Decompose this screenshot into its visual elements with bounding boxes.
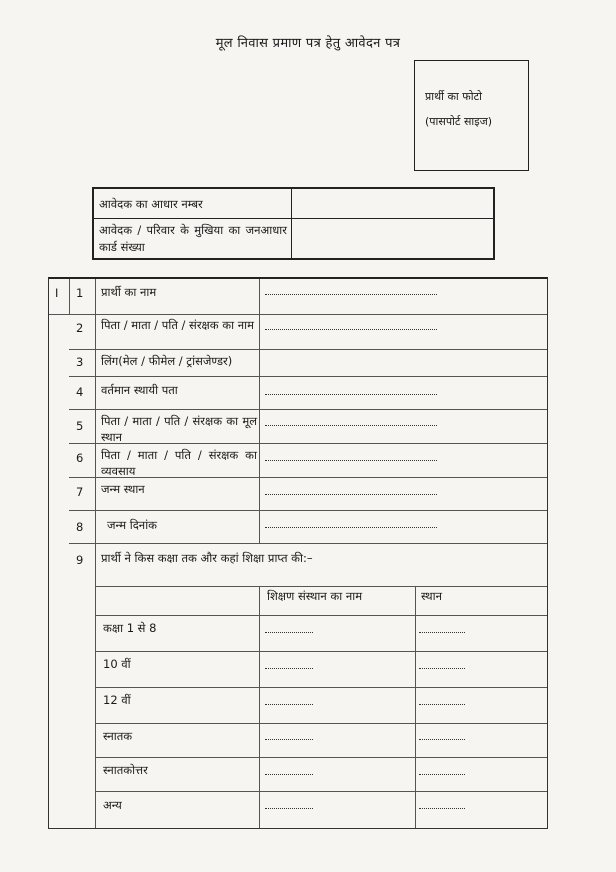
details-form xyxy=(48,277,548,829)
row-number: 5 xyxy=(76,419,84,433)
row-line xyxy=(69,510,547,511)
edu-place-field[interactable] xyxy=(419,668,465,670)
institution-header: शिक्षण संस्थान का नाम xyxy=(267,589,363,603)
row-line xyxy=(69,376,547,377)
aadhaar-divider-horizontal xyxy=(94,218,493,219)
address-field[interactable] xyxy=(265,394,437,396)
edu-institution-field[interactable] xyxy=(265,774,313,776)
row-number: 7 xyxy=(76,485,84,499)
edu-institution-field[interactable] xyxy=(265,704,313,706)
edu-institution-field[interactable] xyxy=(265,739,313,741)
edu-level-10: 10 वीं xyxy=(103,657,131,671)
origin-field[interactable] xyxy=(265,425,437,427)
guardian-name-label: पिता / माता / पति / संरक्षक का नाम xyxy=(101,318,254,332)
row-number: 1 xyxy=(76,286,84,300)
row-line xyxy=(69,409,547,410)
edu-place-field[interactable] xyxy=(419,739,465,741)
aadhaar-divider-vertical xyxy=(291,189,292,258)
num-column-divider xyxy=(95,279,96,828)
photo-box xyxy=(414,60,529,171)
edu-institution-field[interactable] xyxy=(265,668,313,670)
edu-level-1-8: कक्षा 1 से 8 xyxy=(103,621,157,635)
section-cell-bottom xyxy=(49,314,69,315)
janaadhaar-label: आवेदक / परिवार के मुखिया का जनआधार कार्ड संख्या xyxy=(99,223,287,254)
edu-row-line xyxy=(95,651,547,652)
photo-size-label: (पासपोर्ट साइज) xyxy=(425,115,493,128)
origin-label: पिता / माता / पति / संरक्षक का मूल स्थान xyxy=(101,414,257,444)
edu-header-top xyxy=(95,586,547,587)
row-number: 6 xyxy=(76,451,84,465)
row-line xyxy=(69,349,547,350)
edu-row-line xyxy=(95,687,547,688)
label-column-divider xyxy=(259,279,260,543)
edu-place-field[interactable] xyxy=(419,808,465,810)
education-question-label: प्रार्थी ने किस कक्षा तक और कहां शिक्षा प्राप्त की:– xyxy=(101,551,313,565)
photo-label: प्रार्थी का फोटो xyxy=(425,90,482,103)
form-title: मूल निवास प्रमाण पत्र हेतु आवेदन पत्र xyxy=(215,36,401,51)
address-label: वर्तमान स्थायी पता xyxy=(101,383,178,397)
edu-level-postgraduate: स्नातकोत्तर xyxy=(103,763,148,777)
section-number: I xyxy=(55,286,59,300)
applicant-name-label: प्रार्थी का नाम xyxy=(101,285,157,299)
gender-label: लिंग(मेल / फीमेल / ट्रांसजेण्डर) xyxy=(101,354,233,368)
applicant-name-field[interactable] xyxy=(265,294,437,296)
aadhaar-table xyxy=(92,187,495,260)
occupation-field[interactable] xyxy=(265,460,437,462)
edu-level-other: अन्य xyxy=(103,798,122,812)
aadhaar-number-label: आवेदक का आधार नम्बर xyxy=(99,197,203,211)
edu-level-graduate: स्नातक xyxy=(103,729,133,743)
birthdate-field[interactable] xyxy=(265,527,437,529)
edu-place-field[interactable] xyxy=(419,774,465,776)
edu-institution-field[interactable] xyxy=(265,808,313,810)
row-number: 3 xyxy=(76,355,84,369)
edu-row-line xyxy=(95,791,547,792)
row-number: 9 xyxy=(76,553,84,567)
edu-level-12: 12 वीं xyxy=(103,693,131,707)
birthplace-label: जन्म स्थान xyxy=(101,482,145,496)
birthplace-field[interactable] xyxy=(265,494,437,496)
row-number: 4 xyxy=(76,385,84,399)
occupation-label: पिता / माता / पति / संरक्षक का व्यवसाय xyxy=(101,448,257,478)
section-divider xyxy=(69,279,70,314)
row-line xyxy=(69,543,547,544)
edu-row-line xyxy=(95,757,547,758)
guardian-name-field[interactable] xyxy=(265,329,437,331)
row-number: 8 xyxy=(76,520,84,534)
birthdate-label: जन्म दिनांक xyxy=(107,518,158,532)
edu-place-field[interactable] xyxy=(419,632,465,634)
edu-institution-field[interactable] xyxy=(265,632,313,634)
row-number: 2 xyxy=(76,321,84,335)
edu-row-line xyxy=(95,723,547,724)
place-header: स्थान xyxy=(421,589,442,603)
row-line xyxy=(69,314,547,315)
edu-row-line xyxy=(95,615,547,616)
edu-place-field[interactable] xyxy=(419,704,465,706)
